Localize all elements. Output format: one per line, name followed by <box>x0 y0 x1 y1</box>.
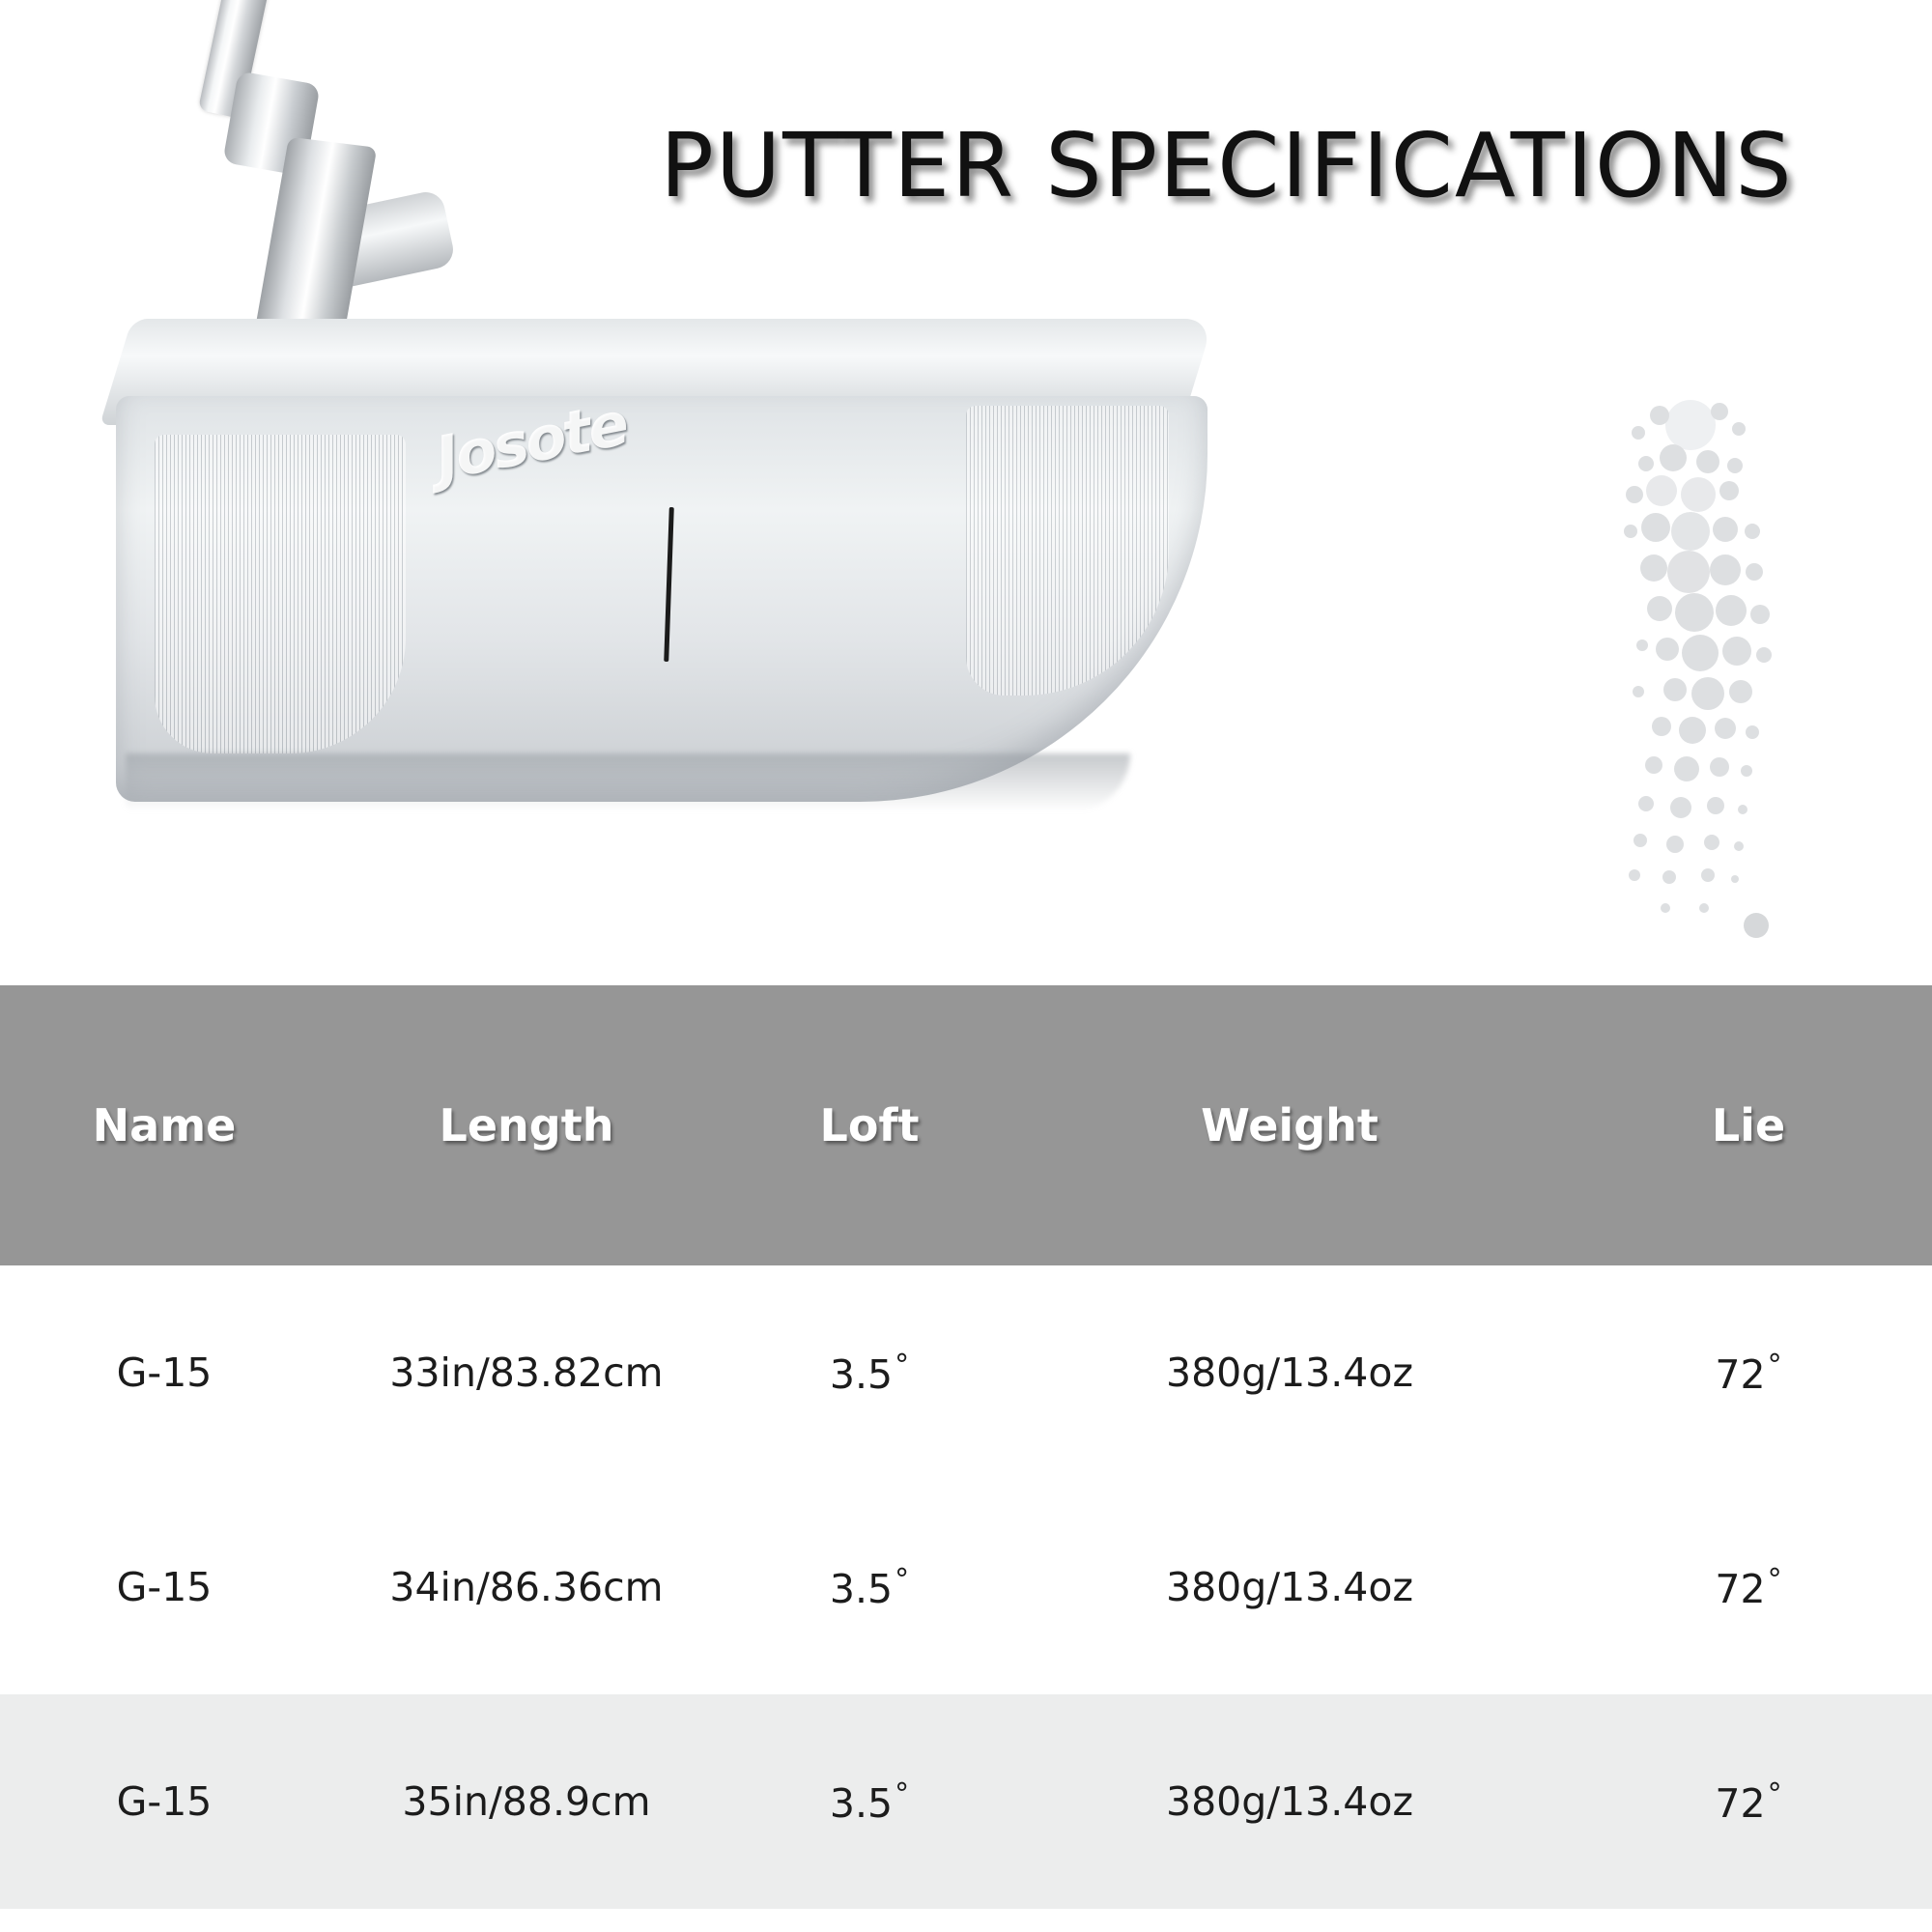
cell-lie <box>1565 1349 1932 1398</box>
cell-name: G-15 <box>116 1778 213 1825</box>
column-header-loft: Loft <box>819 1099 920 1151</box>
cell-name: G-15 <box>116 1564 213 1610</box>
golfer-icon <box>1546 386 1816 947</box>
degree-symbol: ° <box>1767 1348 1782 1382</box>
column-header-weight: Weight <box>1201 1099 1378 1151</box>
cell-length: 33in/83.82cm <box>389 1350 664 1396</box>
column-header-length: Length <box>439 1099 614 1151</box>
degree-symbol: ° <box>895 1776 910 1811</box>
cell-weight: 380g/13.4oz <box>1166 1778 1413 1825</box>
degree-symbol: ° <box>1767 1562 1782 1597</box>
cell-loft-value: 3.5 <box>829 1350 894 1398</box>
cell-loft <box>724 1349 1014 1398</box>
cell-loft-value: 3.5 <box>829 1779 894 1827</box>
degree-symbol: ° <box>1767 1776 1782 1811</box>
specifications-table <box>0 985 1932 1909</box>
putter-sole-shadow <box>126 753 1130 811</box>
table-row <box>0 1480 1932 1694</box>
cell-loft <box>724 1777 1014 1827</box>
column-header-name: Name <box>92 1099 237 1151</box>
table-row <box>0 1694 1932 1909</box>
degree-symbol: ° <box>895 1562 910 1597</box>
cell-loft-value: 3.5 <box>829 1565 894 1612</box>
putter-face-milling-left <box>155 435 406 753</box>
brand-engraving: Josote <box>429 387 632 495</box>
column-header-lie: Lie <box>1711 1099 1786 1151</box>
cell-lie-value: 72 <box>1715 1350 1766 1398</box>
cell-length: 34in/86.36cm <box>389 1564 664 1610</box>
cell-length: 35in/88.9cm <box>402 1778 651 1825</box>
cell-loft <box>724 1563 1014 1612</box>
degree-symbol: ° <box>895 1348 910 1382</box>
cell-weight: 380g/13.4oz <box>1166 1564 1413 1610</box>
cell-lie-value: 72 <box>1715 1565 1766 1612</box>
table-header-row <box>0 985 1932 1265</box>
cell-lie <box>1565 1563 1932 1612</box>
table-row <box>0 1265 1932 1480</box>
page-title: PUTTER SPECIFICATIONS <box>660 114 1794 217</box>
cell-lie <box>1565 1777 1932 1827</box>
cell-weight: 380g/13.4oz <box>1166 1350 1413 1396</box>
cell-lie-value: 72 <box>1715 1779 1766 1827</box>
putter-club-image <box>116 0 1236 966</box>
cell-name: G-15 <box>116 1350 213 1396</box>
